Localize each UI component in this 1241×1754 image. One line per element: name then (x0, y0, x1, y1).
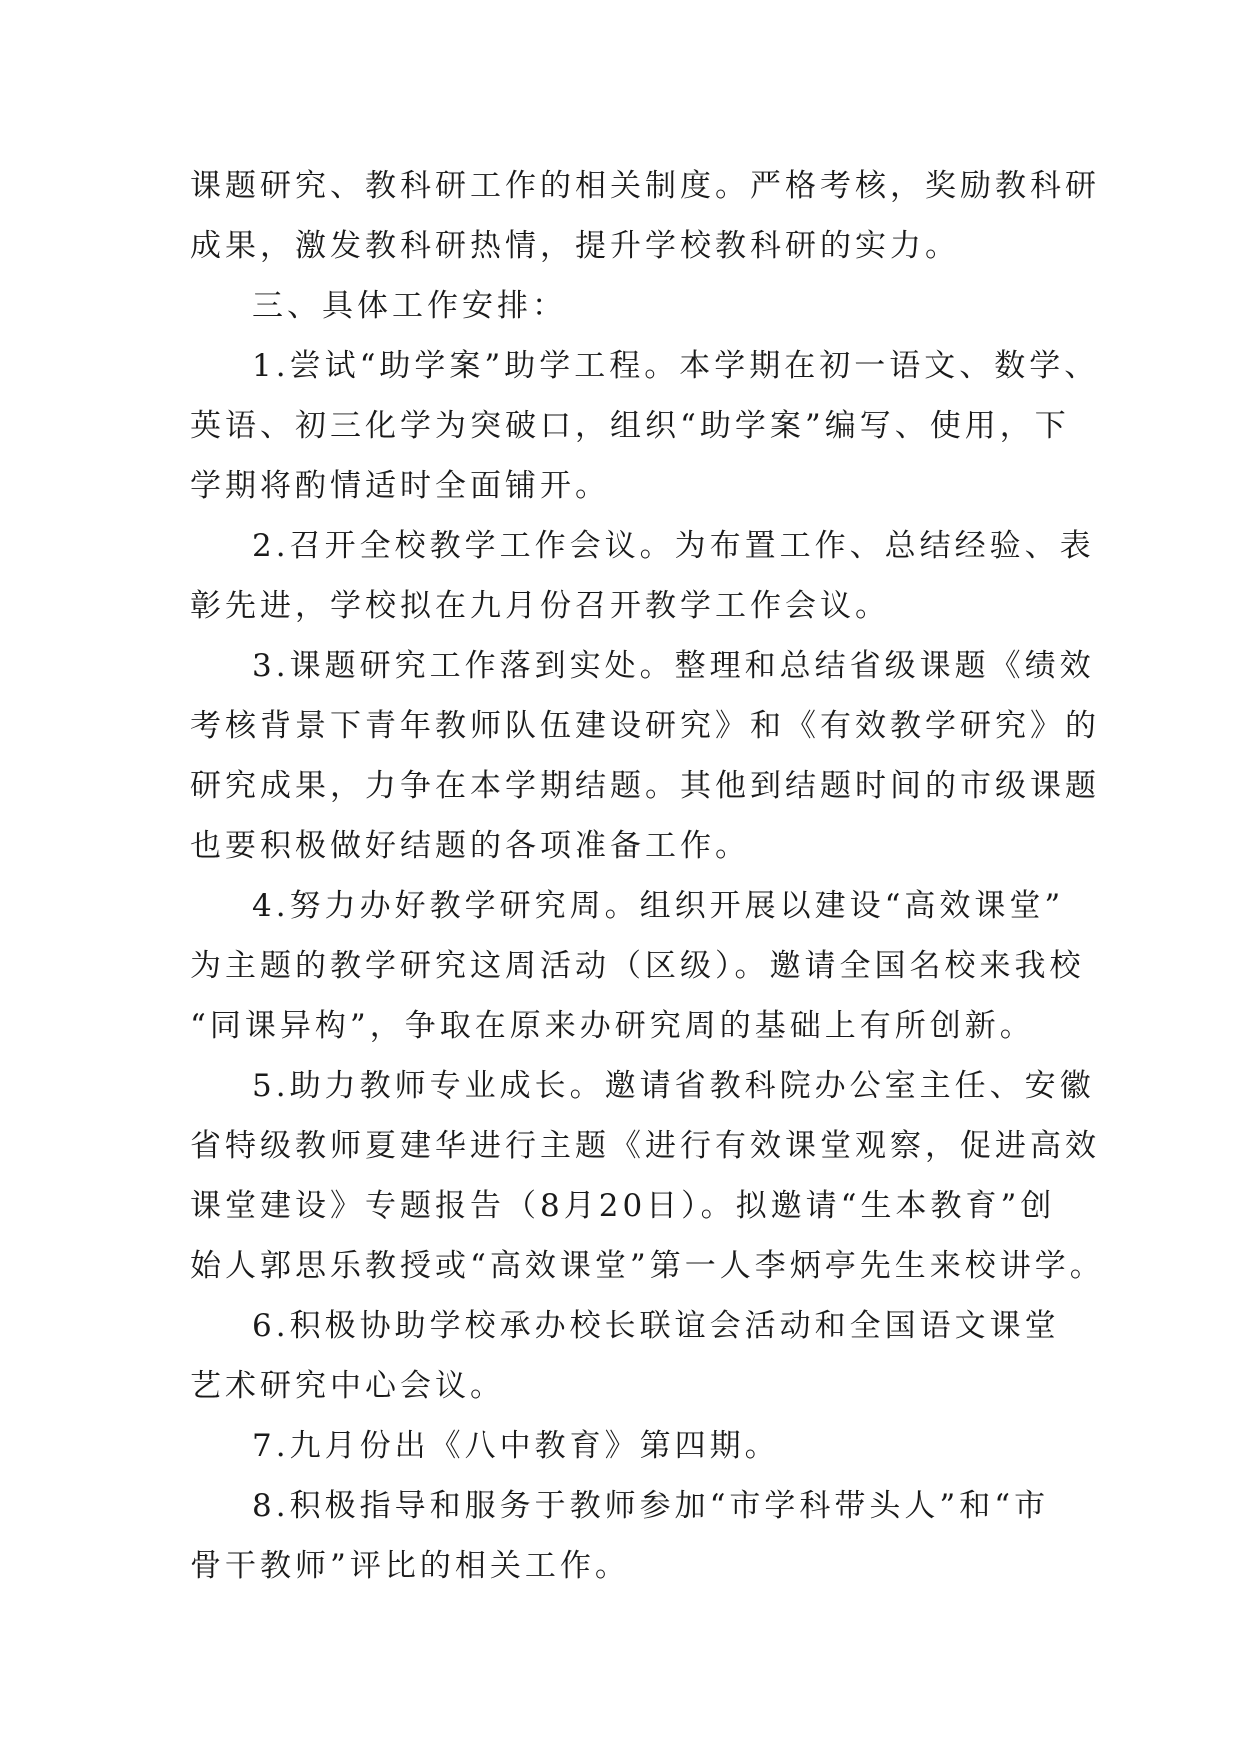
paragraph-intro-continuation (190, 156, 1100, 276)
text-line: 3.课题研究工作落到实处。整理和总结省级课题《绩效 (252, 648, 1095, 684)
list-item-4 (190, 876, 1085, 1056)
text-line: 为主题的教学研究这周活动（区级）。邀请全国名校来我校 (190, 948, 1085, 984)
section-heading (190, 276, 1050, 336)
text-line: 6.积极协助学校承办校长联谊会活动和全国语文课堂 (252, 1308, 1060, 1344)
list-item-6 (190, 1296, 1060, 1416)
text-line: 省特级教师夏建华进行主题《进行有效课堂观察，促进高效 (190, 1128, 1100, 1164)
text-line: 研究成果，力争在本学期结题。其他到结题时间的市级课题 (190, 768, 1100, 804)
text-line: 英语、初三化学为突破口，组织“助学案”编写、使用，下 (190, 408, 1070, 444)
text-line: 课堂建设》专题报告（8月20日）。拟邀请“生本教育”创 (190, 1188, 1056, 1224)
list-item-1 (190, 336, 1100, 516)
list-item-3 (190, 636, 1100, 876)
list-item-8 (190, 1476, 1050, 1596)
document-body (190, 156, 1105, 1596)
text-line: 考核背景下青年教师队伍建设研究》和《有效教学研究》的 (190, 708, 1100, 744)
text-line: 7.九月份出《八中教育》第四期。 (252, 1428, 780, 1464)
text-line: 骨干教师”评比的相关工作。 (190, 1548, 630, 1584)
text-line: 艺术研究中心会议。 (190, 1368, 505, 1404)
heading-line: 三、具体工作安排： (252, 288, 567, 324)
text-line: 学期将酌情适时全面铺开。 (190, 468, 610, 504)
text-line: 也要积极做好结题的各项准备工作。 (190, 828, 750, 864)
text-line: 成果，激发教科研热情，提升学校教科研的实力。 (190, 228, 960, 264)
text-line: 8.积极指导和服务于教师参加“市学科带头人”和“市 (252, 1488, 1050, 1524)
text-line: 2.召开全校教学工作会议。为布置工作、总结经验、表 (252, 528, 1095, 564)
list-item-2 (190, 516, 1095, 636)
text-line: 课题研究、教科研工作的相关制度。严格考核，奖励教科研 (190, 168, 1100, 204)
text-line: 5.助力教师专业成长。邀请省教科院办公室主任、安徽 (252, 1068, 1095, 1104)
text-line: 1.尝试“助学案”助学工程。本学期在初一语文、数学、 (252, 348, 1100, 384)
text-line: 彰先进，学校拟在九月份召开教学工作会议。 (190, 588, 890, 624)
text-line: “同课异构”，争取在原来办研究周的基础上有所创新。 (190, 1008, 1035, 1044)
text-line: 4.努力办好教学研究周。组织开展以建设“高效课堂” (252, 888, 1065, 924)
list-item-5 (190, 1056, 1105, 1296)
text-line: 始人郭思乐教授或“高效课堂”第一人李炳亭先生来校讲学。 (190, 1248, 1105, 1284)
list-item-7 (190, 1416, 1050, 1476)
